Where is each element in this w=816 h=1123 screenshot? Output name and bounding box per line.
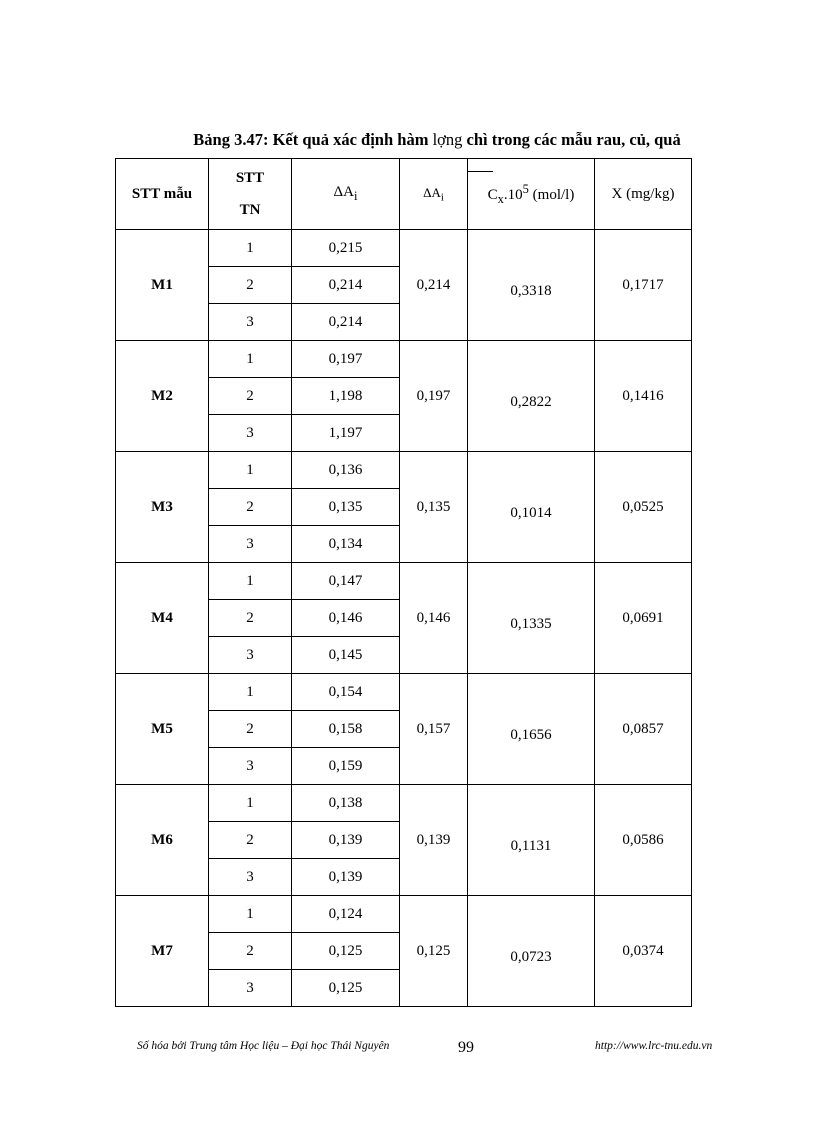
trial-number: 2 — [209, 822, 292, 859]
delta-a-mean: 0,214 — [400, 230, 468, 341]
trial-number: 2 — [209, 489, 292, 526]
trial-number: 1 — [209, 230, 292, 267]
header-trial: STT TN — [209, 159, 292, 230]
sample-name: M7 — [116, 896, 209, 1007]
trial-number: 2 — [209, 267, 292, 304]
concentration-value: 0,3318 — [468, 230, 595, 341]
caption-text-end: chì trong các mẫu rau, củ, quả — [462, 130, 681, 149]
concentration-value: 0,0723 — [468, 896, 595, 1007]
delta-a-mean: 0,197 — [400, 341, 468, 452]
delta-a-value: 0,125 — [292, 933, 400, 970]
delta-a-mean: 0,146 — [400, 563, 468, 674]
delta-a-value: 0,135 — [292, 489, 400, 526]
delta-a-value: 0,159 — [292, 748, 400, 785]
trial-number: 3 — [209, 970, 292, 1007]
header-concentration: $C_x.10^5$ (mol/l) — [468, 159, 595, 230]
delta-a-value: 0,154 — [292, 674, 400, 711]
header-x: X (mg/kg) — [595, 159, 692, 230]
delta-a-mean: 0,139 — [400, 785, 468, 896]
trial-number: 3 — [209, 859, 292, 896]
delta-a-value: 0,158 — [292, 711, 400, 748]
header-delta-a-mean: $\Delta A_i$ — [400, 159, 468, 230]
delta-a-value: 0,139 — [292, 859, 400, 896]
delta-a-value: 0,139 — [292, 822, 400, 859]
delta-a-mean: 0,135 — [400, 452, 468, 563]
trial-number: 1 — [209, 563, 292, 600]
x-value: 0,0525 — [595, 452, 692, 563]
delta-a-value: 0,197 — [292, 341, 400, 378]
trial-number: 3 — [209, 748, 292, 785]
delta-a-value: 1,198 — [292, 378, 400, 415]
table-row — [116, 674, 692, 711]
x-value: 0,0857 — [595, 674, 692, 785]
footer-url: http://www.lrc-tnu.edu.vn — [595, 1040, 713, 1052]
caption-text-middle: lợng — [432, 130, 463, 149]
x-value: 0,1416 — [595, 341, 692, 452]
concentration-value: 0,2822 — [468, 341, 595, 452]
delta-a-value: 0,138 — [292, 785, 400, 822]
table-row — [116, 452, 692, 489]
delta-a-value: 1,197 — [292, 415, 400, 452]
trial-number: 1 — [209, 452, 292, 489]
delta-a-value: 0,125 — [292, 970, 400, 1007]
concentration-value: 0,1014 — [468, 452, 595, 563]
delta-a-value: 0,214 — [292, 267, 400, 304]
sample-name: M1 — [116, 230, 209, 341]
delta-a-value: 0,134 — [292, 526, 400, 563]
page-number: 99 — [458, 1039, 474, 1056]
trial-number: 3 — [209, 526, 292, 563]
header-row — [116, 159, 692, 230]
delta-a-value: 0,145 — [292, 637, 400, 674]
trial-number: 1 — [209, 896, 292, 933]
table-row — [116, 896, 692, 933]
trial-number: 2 — [209, 711, 292, 748]
trial-number: 3 — [209, 304, 292, 341]
delta-a-value: 0,147 — [292, 563, 400, 600]
table-row — [116, 230, 692, 267]
sample-name: M3 — [116, 452, 209, 563]
delta-a-mean: 0,157 — [400, 674, 468, 785]
sample-name: M6 — [116, 785, 209, 896]
delta-a-mean: 0,125 — [400, 896, 468, 1007]
trial-number: 2 — [209, 600, 292, 637]
x-value: 0,1717 — [595, 230, 692, 341]
delta-a-value: 0,214 — [292, 304, 400, 341]
sample-name: M2 — [116, 341, 209, 452]
results-table — [115, 158, 692, 1007]
concentration-value: 0,1131 — [468, 785, 595, 896]
table-row — [116, 785, 692, 822]
table-row — [116, 563, 692, 600]
footer-source: Số hóa bởi Trung tâm Học liệu – Đại học Thái Nguyên — [137, 1040, 390, 1052]
x-value: 0,0374 — [595, 896, 692, 1007]
trial-number: 1 — [209, 674, 292, 711]
header-delta-a: $\Delta A_i$ — [292, 159, 400, 230]
table-caption — [0, 130, 816, 150]
sample-name: M5 — [116, 674, 209, 785]
concentration-value: 0,1656 — [468, 674, 595, 785]
delta-a-value: 0,146 — [292, 600, 400, 637]
sample-name: M4 — [116, 563, 209, 674]
x-value: 0,0691 — [595, 563, 692, 674]
table-row — [116, 341, 692, 378]
delta-a-value: 0,136 — [292, 452, 400, 489]
delta-a-value: 0,215 — [292, 230, 400, 267]
x-value: 0,0586 — [595, 785, 692, 896]
header-sample: STT mẫu — [116, 159, 209, 230]
trial-number: 3 — [209, 637, 292, 674]
trial-number: 1 — [209, 341, 292, 378]
concentration-value: 0,1335 — [468, 563, 595, 674]
trial-number: 2 — [209, 378, 292, 415]
trial-number: 3 — [209, 415, 292, 452]
trial-number: 2 — [209, 933, 292, 970]
trial-number: 1 — [209, 785, 292, 822]
delta-a-value: 0,124 — [292, 896, 400, 933]
caption-text-start: Bảng 3.47: Kết quả xác định hàm — [193, 130, 433, 149]
